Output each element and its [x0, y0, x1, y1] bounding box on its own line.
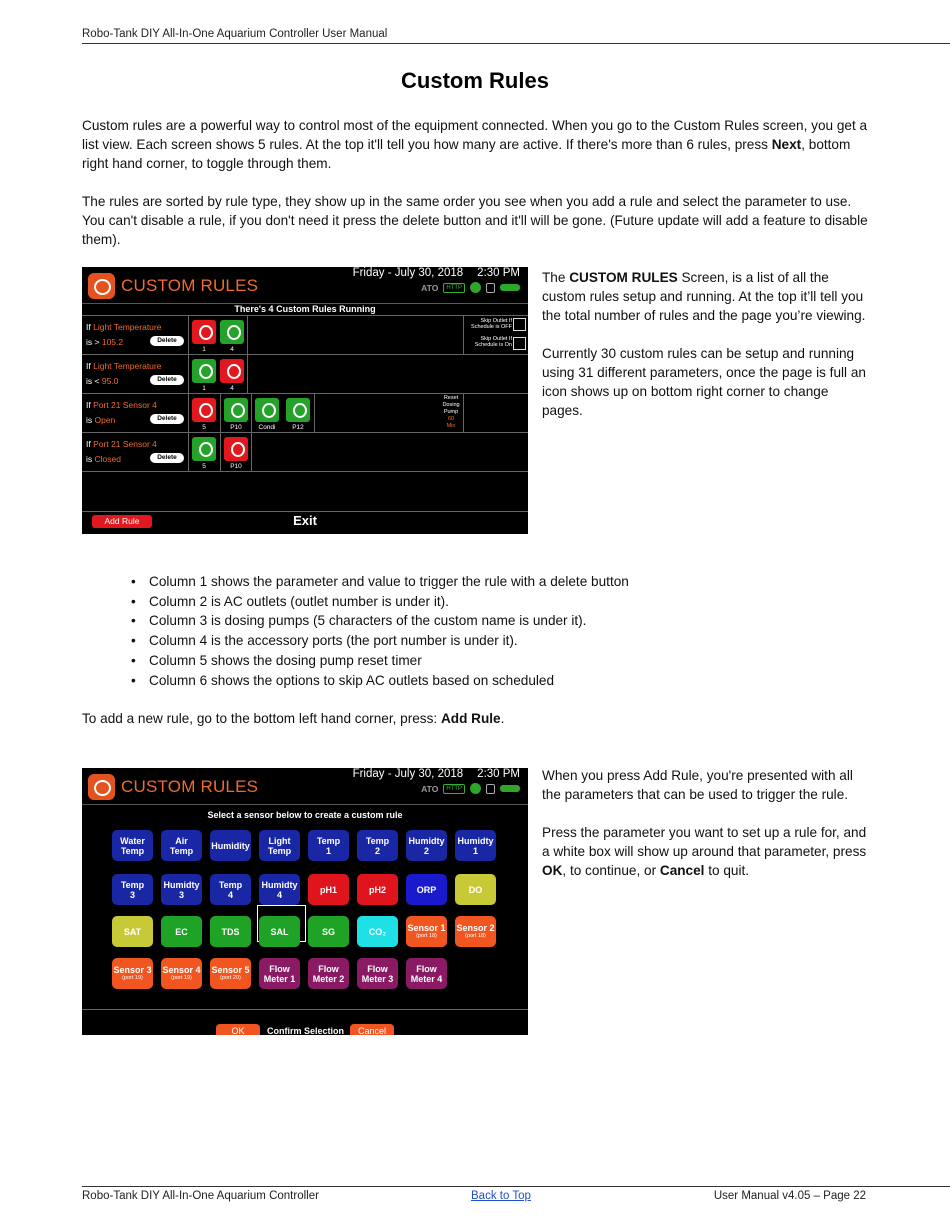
status-icons	[421, 783, 520, 794]
power-plug-icon	[500, 785, 520, 792]
screen-title: CUSTOM RULES	[121, 777, 259, 796]
outlet-number: 4	[230, 346, 234, 353]
pump-label: P10	[230, 463, 242, 470]
sensor-tile-humidty-3[interactable]	[161, 874, 202, 905]
list-item: • Column 2 is AC outlets (outlet number is under it).	[131, 592, 871, 612]
ato-icon: ATO	[421, 282, 439, 293]
running-header: Robo-Tank DIY All-In-One Aquarium Controller User Manual	[82, 28, 388, 40]
confirm-selection-label: Confirm Selection	[267, 1026, 345, 1035]
tile-sublabel: Meter 1	[263, 973, 296, 984]
datetime: Friday - July 30, 2018 2:30 PM	[352, 267, 520, 279]
fan-outlet-icon	[220, 320, 244, 344]
sensor-tile-air-temp[interactable]	[161, 830, 202, 861]
tile-label: Air	[175, 835, 188, 846]
footer-rule	[82, 1186, 950, 1187]
outlet-number: 1	[202, 385, 206, 392]
screen-header	[82, 267, 528, 303]
tile-label: TDS	[221, 926, 240, 937]
tile-label: Flow	[416, 963, 437, 974]
tile-sublabel: 1	[472, 845, 478, 856]
sensor-tile-ph1[interactable]	[308, 874, 349, 905]
sensor-tile-flow-meter-1[interactable]	[259, 958, 300, 989]
screen-footer	[82, 511, 528, 531]
skip-if-off-label: Skip Outlet If Schedule is OFF	[471, 318, 512, 330]
column-divider	[220, 394, 221, 432]
pump-label: Condi	[258, 424, 276, 431]
sensor-tile-ph2[interactable]	[357, 874, 398, 905]
status-icons	[421, 282, 520, 293]
column-divider	[251, 394, 252, 432]
sensor-tile-light-temp[interactable]	[259, 830, 300, 861]
delete-button[interactable]: Delete	[150, 336, 184, 346]
column-divider	[188, 355, 189, 393]
sensor-tile-flow-meter-2[interactable]	[308, 958, 349, 989]
rule-condition: If Port 21 Sensor 4 is Closed	[86, 439, 157, 464]
light-outlet-icon	[192, 320, 216, 344]
custom-rules-description	[542, 268, 872, 439]
wifi-icon	[470, 783, 481, 794]
tile-label: Sensor 2	[456, 923, 495, 933]
description-paragraph-2: Currently 30 custom rules can be setup and running using 31 different parameters, once the page is full an icon shows up on bottom right corner to change pages.	[542, 346, 866, 418]
tile-label: Temp	[316, 835, 341, 846]
list-item: • Column 1 shows the parameter and value to trigger the rule with a delete button	[131, 572, 871, 592]
column-divider	[463, 394, 464, 432]
sensor-tile-sg[interactable]	[308, 916, 349, 947]
column-divider	[188, 433, 189, 471]
dosing-pump-icon	[224, 437, 248, 461]
accessory-port-icon	[286, 398, 310, 422]
sensor-tile-co[interactable]	[357, 916, 398, 947]
tile-sublabel: (port 20)	[220, 975, 241, 981]
wifi-icon	[470, 282, 481, 293]
sensor-tile-sat[interactable]	[112, 916, 153, 947]
tile-label: EC	[175, 926, 188, 937]
heater-outlet-icon	[192, 398, 216, 422]
rules-count-banner: There's 4 Custom Rules Running	[82, 303, 528, 315]
intro-paragraph-1: Custom rules are a powerful way to control most of the equipment connected. When you go to the Custom Rules screen, you get a list view. Each screen shows 5 rules. At the top it'll tell you how many are active. If there's more than 6 rules, press Next, bottom right hand corner, to toggle through them.	[82, 118, 868, 171]
sensor-tile-humidty-1[interactable]	[455, 830, 496, 861]
add-rule-paragraph: To add a new rule, go to the bottom left hand corner, press: Add Rule.	[82, 711, 505, 726]
rule-row[interactable]	[82, 354, 528, 393]
sensor-tile-sal[interactable]	[259, 916, 300, 947]
delete-button[interactable]: Delete	[150, 414, 184, 424]
tile-label: Light	[268, 835, 291, 846]
ato-icon: ATO	[421, 783, 439, 794]
tile-sublabel: Meter 4	[410, 973, 443, 984]
sensor-tile-temp-4[interactable]	[210, 874, 251, 905]
dosing-pump-icon	[224, 398, 248, 422]
sensor-tile-temp-3[interactable]	[112, 874, 153, 905]
column-divider	[188, 394, 189, 432]
empty-rule-row	[82, 471, 528, 511]
tile-label: Humidity	[211, 840, 250, 851]
robo-tank-logo-icon	[88, 774, 115, 800]
tile-label: Humidty	[408, 835, 445, 846]
delete-button[interactable]: Delete	[150, 453, 184, 463]
tile-label: pH1	[319, 884, 337, 895]
tile-label: ORP	[416, 884, 437, 895]
column-bullet-list	[131, 572, 871, 690]
column-divider	[251, 433, 252, 471]
heater-outlet-icon	[192, 437, 216, 461]
tile-label: Humidty	[163, 879, 200, 890]
column-divider	[314, 394, 315, 432]
dosing-reset-timer: Reset Dosing Pump 60 Min	[442, 395, 460, 429]
tile-sublabel: Temp	[169, 845, 194, 856]
screen-title: CUSTOM RULES	[121, 276, 259, 295]
tile-label: Flow	[269, 963, 290, 974]
description-paragraph-1: When you press Add Rule, you're presented with all the parameters that can be used to trigger the rule.	[542, 768, 853, 802]
intro-paragraph-2: The rules are sorted by rule type, they show up in the same order you see when you add a rule and select the parameter to use. You can't disable a rule, if you don't need it press the delete button and it'll will be gone. (Future update will add a feature to disable them).	[82, 194, 868, 247]
selection-instruction: Select a sensor below to create a custom rule	[82, 804, 528, 824]
light-outlet-icon	[192, 359, 216, 383]
column-divider	[220, 433, 221, 471]
tile-label: CO₂	[368, 926, 387, 937]
sensor-tile-temp-1[interactable]	[308, 830, 349, 861]
rule-row[interactable]	[82, 393, 528, 432]
tile-sublabel: Meter 2	[312, 973, 345, 984]
back-to-top-link[interactable]: Back to Top	[471, 1190, 531, 1202]
sensor-tile-ec[interactable]	[161, 916, 202, 947]
tile-label: SAL	[270, 926, 289, 937]
sensor-tile-sensor-3-port-19[interactable]	[112, 958, 153, 989]
list-item: • Column 5 shows the dosing pump reset timer	[131, 651, 871, 671]
http-icon: HTTP	[443, 784, 465, 794]
outlet-number: 5	[202, 463, 206, 470]
header-rule	[82, 43, 950, 44]
tile-sublabel: 4	[227, 889, 233, 900]
tile-label: Flow	[318, 963, 339, 974]
tile-sublabel: (port 19)	[171, 975, 192, 981]
port-label: P12	[292, 424, 304, 431]
skip-if-on-checkbox[interactable]	[513, 337, 526, 350]
custom-rules-list-screenshot	[82, 267, 528, 534]
tile-sublabel: Meter 3	[361, 973, 394, 984]
datetime: Friday - July 30, 2018 2:30 PM	[352, 768, 520, 780]
list-item: • Column 4 is the accessory ports (the port number is under it).	[131, 631, 871, 651]
ok-button[interactable]: OK	[216, 1024, 260, 1035]
tile-label: Sensor 4	[162, 965, 201, 975]
sensor-tile-humidity[interactable]	[210, 830, 251, 861]
sensor-tile-flow-meter-4[interactable]	[406, 958, 447, 989]
column-divider	[463, 316, 464, 354]
sensor-tile-do[interactable]	[455, 874, 496, 905]
add-rule-button[interactable]: Add Rule	[92, 515, 152, 528]
tile-label: Sensor 1	[407, 923, 446, 933]
sensor-tile-sensor-1-port-18[interactable]	[406, 916, 447, 947]
tile-label: Sensor 3	[113, 965, 152, 975]
sensor-tile-humidty-2[interactable]	[406, 830, 447, 861]
tile-label: SAT	[123, 926, 142, 937]
sensor-tile-temp-2[interactable]	[357, 830, 398, 861]
tile-label: Humidty	[457, 835, 494, 846]
list-item: • Column 6 shows the options to skip AC outlets based on scheduled	[131, 671, 871, 691]
screen-header	[82, 768, 528, 804]
dosing-pump-icon	[255, 398, 279, 422]
add-rule-description	[542, 766, 872, 899]
sensor-selection-screenshot	[82, 768, 528, 1035]
sensor-tile-grid	[82, 824, 528, 1009]
column-divider	[247, 316, 248, 354]
http-icon: HTTP	[443, 283, 465, 293]
lock-icon[interactable]	[486, 784, 495, 794]
sensor-tile-sensor-4-port-19[interactable]	[161, 958, 202, 989]
tile-label: Sensor 5	[211, 965, 250, 975]
tile-sublabel: 3	[178, 889, 184, 900]
outlet-number: 4	[230, 385, 234, 392]
sensor-tile-flow-meter-3[interactable]	[357, 958, 398, 989]
page-title: Custom Rules	[401, 68, 549, 93]
rule-condition: If Port 21 Sensor 4 is Open	[86, 400, 157, 425]
sensor-tile-tds[interactable]	[210, 916, 251, 947]
tile-label: SG	[321, 926, 335, 937]
rule-condition: If Light Temperature is < 95.0	[86, 361, 162, 386]
power-plug-icon	[500, 284, 520, 291]
footer-title: Robo-Tank DIY All-In-One Aquarium Controller	[82, 1190, 319, 1202]
sensor-tile-sensor-2-port-18[interactable]	[455, 916, 496, 947]
sensor-tile-sensor-5-port-20[interactable]	[210, 958, 251, 989]
tile-label: Temp	[365, 835, 390, 846]
tile-sublabel: (port 18)	[465, 933, 486, 939]
description-paragraph-1: The CUSTOM RULES Screen, is a list of all the custom rules setup and running. At the top it’ll tell you the total number of rules and the page you’re viewing.	[542, 270, 866, 323]
outlet-number: 1	[202, 346, 206, 353]
tile-sublabel: Temp	[267, 845, 292, 856]
pump-label: P10	[230, 424, 242, 431]
rule-condition: If Light Temperature is > 105.2	[86, 322, 162, 347]
rule-row[interactable]	[82, 432, 528, 471]
skip-if-off-checkbox[interactable]	[513, 318, 526, 331]
tile-label: Flow	[367, 963, 388, 974]
lock-icon[interactable]	[486, 283, 495, 293]
sensor-tile-orp[interactable]	[406, 874, 447, 905]
robo-tank-logo-icon	[88, 273, 115, 299]
fan-outlet-icon	[220, 359, 244, 383]
column-divider	[247, 355, 248, 393]
tile-sublabel: (port 18)	[416, 933, 437, 939]
list-item: • Column 3 is dosing pumps (5 characters of the custom name is under it).	[131, 611, 871, 631]
sensor-tile-water-temp[interactable]	[112, 830, 153, 861]
tile-sublabel: 2	[423, 845, 429, 856]
tile-label: Temp	[218, 879, 243, 890]
sensor-tile-humidty-4[interactable]	[259, 874, 300, 905]
description-paragraph-2: Press the parameter you want to set up a rule for, and a white box will show up around that parameter, press OK, to continue, or Cancel to quit.	[542, 825, 867, 878]
tile-label: Humidty	[261, 879, 298, 890]
footer-page-number: User Manual v4.05 – Page 22	[713, 1190, 866, 1202]
tile-sublabel: 2	[374, 845, 380, 856]
tile-sublabel: 3	[129, 889, 135, 900]
tile-sublabel: 1	[325, 845, 331, 856]
tile-label: Temp	[120, 879, 145, 890]
rule-row[interactable]	[82, 315, 528, 354]
tile-sublabel: (port 19)	[122, 975, 143, 981]
screen-footer	[82, 1009, 528, 1035]
tile-sublabel: 4	[276, 889, 282, 900]
tile-label: pH2	[368, 884, 386, 895]
delete-button[interactable]: Delete	[150, 375, 184, 385]
skip-if-on-label: Skip Outlet If Schedule is On	[474, 336, 512, 348]
cancel-button[interactable]: Cancel	[350, 1024, 394, 1035]
outlet-number: 5	[202, 424, 206, 431]
tile-label: Water	[120, 835, 145, 846]
column-divider	[188, 316, 189, 354]
tile-sublabel: Temp	[120, 845, 145, 856]
exit-button[interactable]: Exit	[293, 513, 317, 528]
tile-label: DO	[468, 884, 483, 895]
